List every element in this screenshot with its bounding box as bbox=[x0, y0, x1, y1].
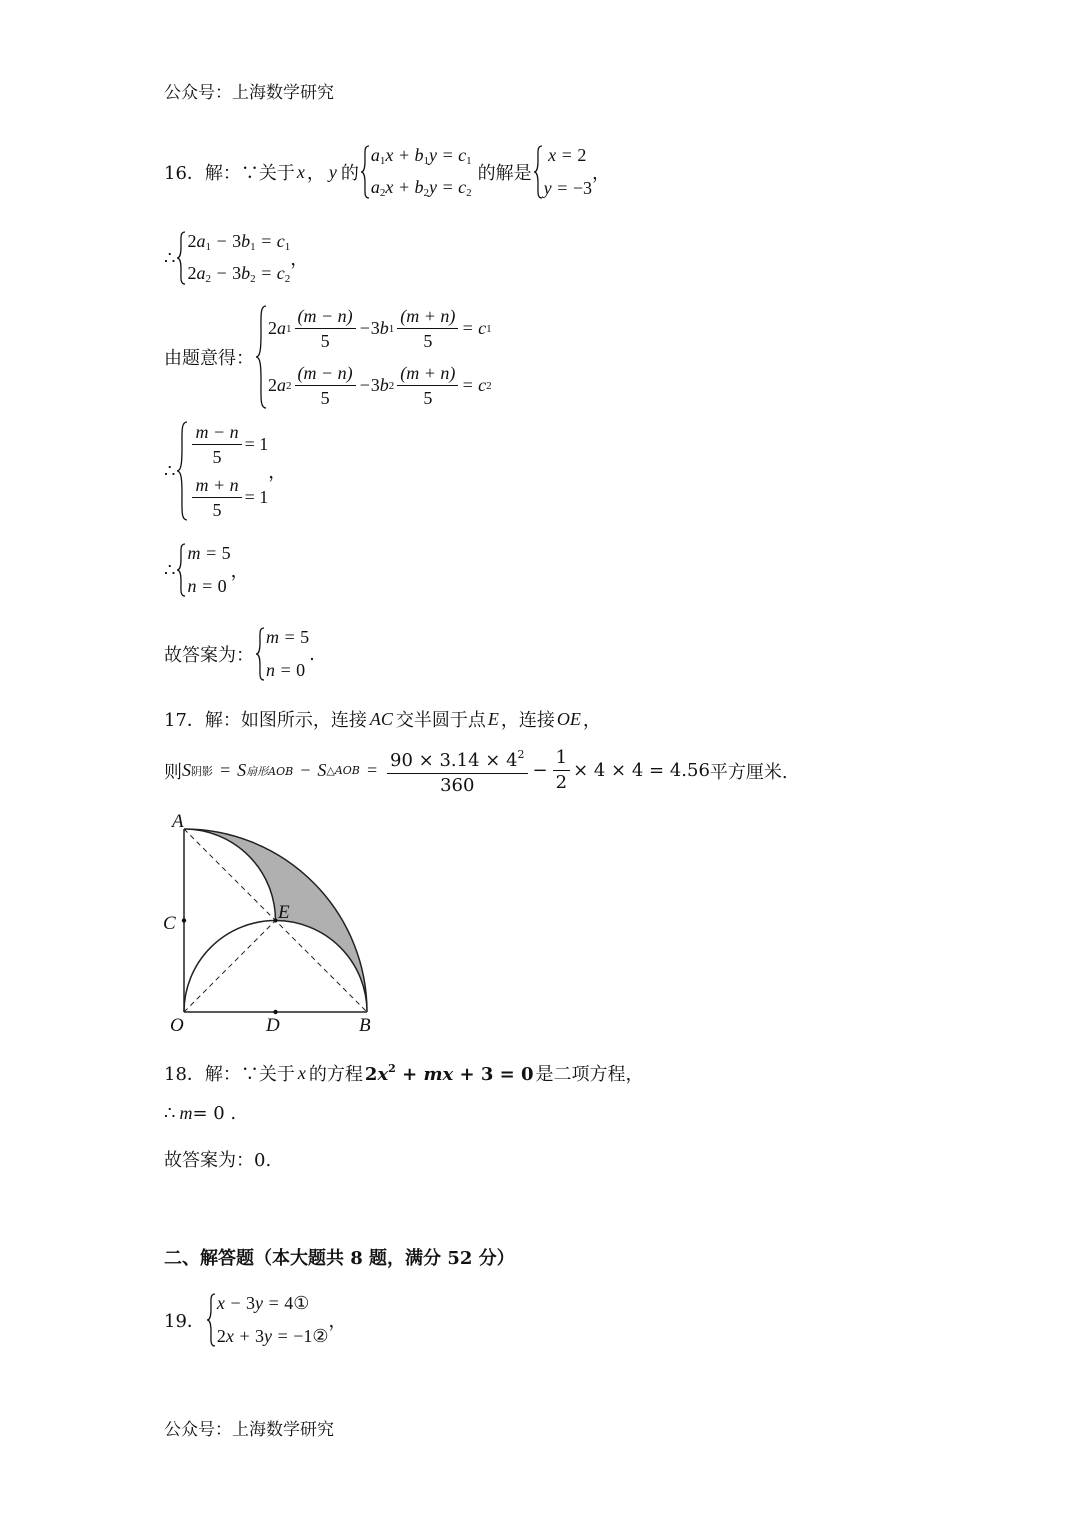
label-D: D bbox=[266, 1015, 280, 1036]
q19-system: 19． x − 3y = 4① 2x + 3y = −1② ， bbox=[164, 1293, 347, 1346]
label-O: O bbox=[170, 1015, 184, 1036]
label-C: C bbox=[163, 913, 176, 934]
q16-label: 16．解： bbox=[164, 163, 241, 184]
q16-answer: 故答案为： m = 5 n = 0 . bbox=[164, 627, 315, 680]
q16-step-equation: 由题意得： 2 a 1 $\frac{(m - n)}{5}$ − 3 b 1 $\frac{(m + n)}{5}$ = c 1 2 a 2 $\frac{(m - n)}{5}$ − 3 b 2 $\frac{(m + n)}{5}$ = c 2 bbox=[164, 306, 492, 408]
q18-answer: 故答案为：0. bbox=[164, 1150, 272, 1171]
q18-step: ∴ m = 0 . bbox=[164, 1103, 237, 1124]
q16-step-fractions: ∴ $\frac{m - n}{5}$ = 1 $\frac{m + n}{5}$ = 1 ， bbox=[164, 422, 287, 520]
q17-figure bbox=[155, 808, 390, 1040]
q16-step-mn: ∴ m = 5 n = 0 ， bbox=[164, 543, 249, 596]
q16-step-substitute: ∴ $2a_1 - 3b_1 = c_1$ $2a_2 - 3b_2 = c_2$ ， bbox=[164, 231, 309, 285]
q16-system-abc: $a_1x + b_1y = c_1$ $a_2x + b_2y = c_2$ bbox=[359, 144, 472, 200]
q18-statement: 18．解：∵关于 x 的方程 $2x^2$ + mx + 3 = 0 是二项方程， bbox=[164, 1061, 644, 1085]
label-A: A bbox=[172, 811, 184, 832]
q17-statement: 17．解：如图所示，连接 AC 交半圆于点 E ，连接 OE ， bbox=[164, 708, 601, 731]
label-E: E bbox=[278, 902, 290, 923]
section-title: 二、解答题（本大题共 8 题，满分 52 分） bbox=[164, 1248, 515, 1269]
page-header: 公众号：上海数学研究 bbox=[164, 83, 334, 103]
page-footer: 公众号：上海数学研究 bbox=[164, 1420, 334, 1440]
q16-since: ∵关于 bbox=[240, 163, 295, 184]
q17-area-formula: 则 S 阴影 = S 扇形AOB − S △AOB = $\frac{90 \times 3.14 \times 4^2}{360}$ − $\frac{1}{2}$ × 4 × 4 = 4.56 平方厘米. bbox=[164, 744, 788, 797]
q16-statement: 16．解： ∵关于 x ， y 的 $a_1x + b_1y = c_1$ $a_2x + b_2y = c_2$ 的解是 x = 2 y = −3 ， bbox=[164, 145, 610, 199]
q16-solution-xy: x = 2 y = −3 bbox=[532, 144, 592, 200]
label-B: B bbox=[359, 1015, 371, 1036]
